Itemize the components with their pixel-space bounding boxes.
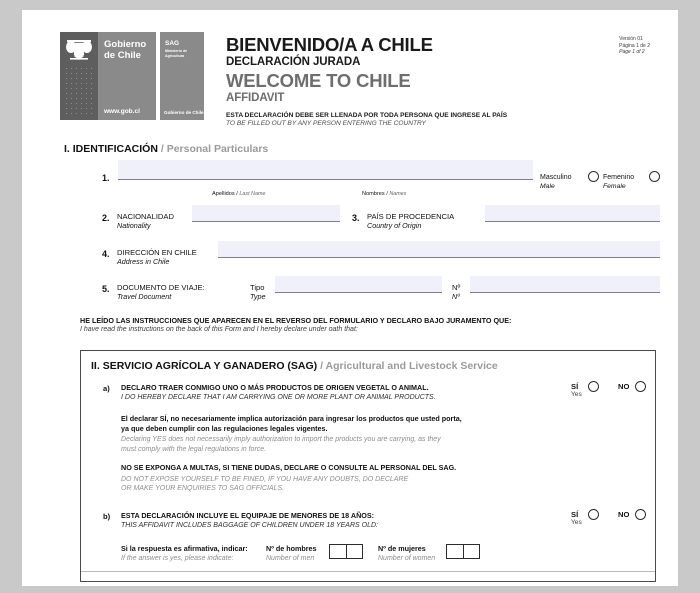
section-2-box <box>80 350 656 582</box>
section-2-title-en: / Agricultural and Livestock Service <box>320 360 498 372</box>
item-b-marker: b) <box>103 512 111 521</box>
item-b-si-label: SÍ <box>571 510 579 519</box>
form-title-es: BIENVENIDO/A A CHILE <box>226 34 433 55</box>
field-5-number: 5. <box>102 284 110 294</box>
field-3-number: 3. <box>352 213 360 223</box>
section-1-heading <box>64 143 268 155</box>
first-name-caption: Nombres / Names <box>362 191 407 197</box>
field-4-number: 4. <box>102 249 110 259</box>
gobierno-de-chile-logo <box>60 32 156 120</box>
gobierno-logo-title: Gobierno de Chile <box>104 39 147 61</box>
document-number-input[interactable] <box>470 276 660 293</box>
item-b-yes-label: Yes <box>571 519 582 526</box>
travel-document-label: DOCUMENTO DE VIAJE: Travel Document <box>117 283 205 301</box>
item-a-yes-label: Yes <box>571 391 582 398</box>
last-name-caption: Apellidos / Last Name <box>212 191 266 197</box>
document-type-label: Tipo Type <box>250 283 266 301</box>
sag-logo-title: SAG <box>165 40 180 47</box>
nationality-label: NACIONALIDAD Nationality <box>117 212 174 230</box>
section-2-number: II. <box>91 360 100 372</box>
men-count-digit-1[interactable] <box>330 545 347 558</box>
form-title-en: WELCOME TO CHILE <box>226 70 411 91</box>
section-2-title-es: SERVICIO AGRÍCOLA Y GANADERO (SAG) <box>102 360 318 372</box>
sag-logo <box>160 32 204 120</box>
gobierno-text-column <box>98 32 156 120</box>
dot-pattern <box>64 66 95 117</box>
item-a-paragraph-1: El declarar SÍ, no necesariamente implica autorización para ingresar los productos que usted porta, ya que deben cumplir con las regulaciones legales vigentes. Declaring YES does not necessarily imply authorization to import the products you are carrying, as they must comply with the legal regulations in force. <box>121 414 462 453</box>
form-note-es: ESTA DECLARACIÓN DEBE SER LLENADA POR TODA PERSONA QUE INGRESE AL PAÍS <box>226 112 508 119</box>
item-a-marker: a) <box>103 384 110 393</box>
form-page <box>22 10 678 586</box>
item-b-si-radio[interactable] <box>588 509 599 520</box>
gender-male-label: Masculino Male <box>540 174 572 190</box>
document-number-label: Nº Nº <box>452 283 461 301</box>
sag-logo-footer: Gobierno de Chile <box>164 110 204 115</box>
men-count-digit-2[interactable] <box>347 545 363 558</box>
address-label: DIRECCIÓN EN CHILE Address in Chile <box>117 248 197 266</box>
title-block <box>226 34 556 129</box>
oath-declaration-en: I have read the instructions on the back of this Form and I hereby declare under oath that: <box>80 326 358 334</box>
field-2-number: 2. <box>102 213 110 223</box>
oath-declaration <box>80 316 640 335</box>
item-a-si-label: SÍ <box>571 382 579 391</box>
women-count-label: Nº de mujeres Number of women <box>378 544 436 562</box>
item-b-prompt: Si la respuesta es afirmativa, indicar: If the answer is yes, please indicate: <box>121 544 248 562</box>
item-b-no-radio[interactable] <box>635 509 646 520</box>
item-a-paragraph-2: NO SE EXPONGA A MULTAS, SI TIENE DUDAS, DECLARE O CONSULTE AL PERSONAL DEL SAG. DO NOT EXPOSE YOURSELF TO BE FINED, IF YOU HAVE ANY DOUBTS, DO DECLARE OR MAKE YOUR ENQUIRIES TO SAG OFFICIALS. <box>121 463 457 493</box>
men-count-label: Nº de hombres Number of men <box>266 544 317 562</box>
item-a-si-radio[interactable] <box>588 381 599 392</box>
section-2-bottom-rule <box>81 571 655 572</box>
item-b-statement: ESTA DECLARACIÓN INCLUYE EL EQUIPAJE DE MENORES DE 18 AÑOS: THIS AFFIDAVIT INCLUDES BAGGAGE OF CHILDREN UNDER 18 YEARS OLD: <box>121 511 378 529</box>
address-input[interactable] <box>218 241 660 258</box>
section-1-title-en: / Personal Particulars <box>160 143 269 155</box>
document-type-input[interactable] <box>275 276 442 293</box>
women-count-input[interactable] <box>446 544 480 559</box>
field-1-number: 1. <box>102 173 110 183</box>
women-count-digit-2[interactable] <box>464 545 480 558</box>
oath-declaration-es: HE LEÍDO LAS INSTRUCCIONES QUE APARECEN EN EL REVERSO DEL FORMULARIO Y DECLARO BAJO JURAMENTO QUE: <box>80 316 512 325</box>
logo-group <box>60 32 204 120</box>
item-b-no-label: NO <box>618 510 630 519</box>
nationality-input[interactable] <box>192 205 340 222</box>
gobierno-logo-url: www.gob.cl <box>104 108 140 115</box>
gender-female-radio[interactable] <box>649 171 660 182</box>
form-subtitle-es: DECLARACIÓN JURADA <box>226 56 361 68</box>
section-1-title-es: IDENTIFICACIÓN <box>72 143 158 155</box>
men-count-input[interactable] <box>329 544 363 559</box>
crest-column <box>60 32 98 120</box>
country-of-origin-input[interactable] <box>485 205 660 222</box>
gender-female-label: Femenino Female <box>603 174 635 190</box>
page-label-es: Página 1 de 2 <box>619 42 650 49</box>
item-a-no-label: NO <box>618 382 630 391</box>
section-2-heading <box>91 360 498 372</box>
version-label: Versión 01 <box>619 36 643 42</box>
form-note-en: TO BE FILLED OUT BY ANY PERSON ENTERING THE COUNTRY <box>226 120 426 128</box>
form-subtitle-en: AFFIDAVIT <box>226 92 285 104</box>
first-name-input[interactable] <box>361 160 533 180</box>
country-of-origin-label: PAÍS DE PROCEDENCIA Country of Origin <box>367 212 455 230</box>
section-1-number: I. <box>64 143 70 155</box>
version-block <box>619 36 650 56</box>
item-a-no-radio[interactable] <box>635 381 646 392</box>
form-header <box>60 32 650 132</box>
women-count-digit-1[interactable] <box>447 545 464 558</box>
gender-male-radio[interactable] <box>588 171 599 182</box>
last-name-input[interactable] <box>118 160 361 180</box>
item-a-statement: DECLARO TRAER CONMIGO UNO O MÁS PRODUCTOS DE ORIGEN VEGETAL O ANIMAL. I DO HEREBY DECLARE THAT I AM CARRYING ONE OR MORE PLANT OR ANIMAL PRODUCTS. <box>121 383 436 401</box>
chile-coat-of-arms-icon <box>65 38 93 62</box>
page-label-en: Page 1 of 2 <box>619 49 645 56</box>
sag-logo-subtitle: Ministerio de Agricultura <box>165 49 188 58</box>
